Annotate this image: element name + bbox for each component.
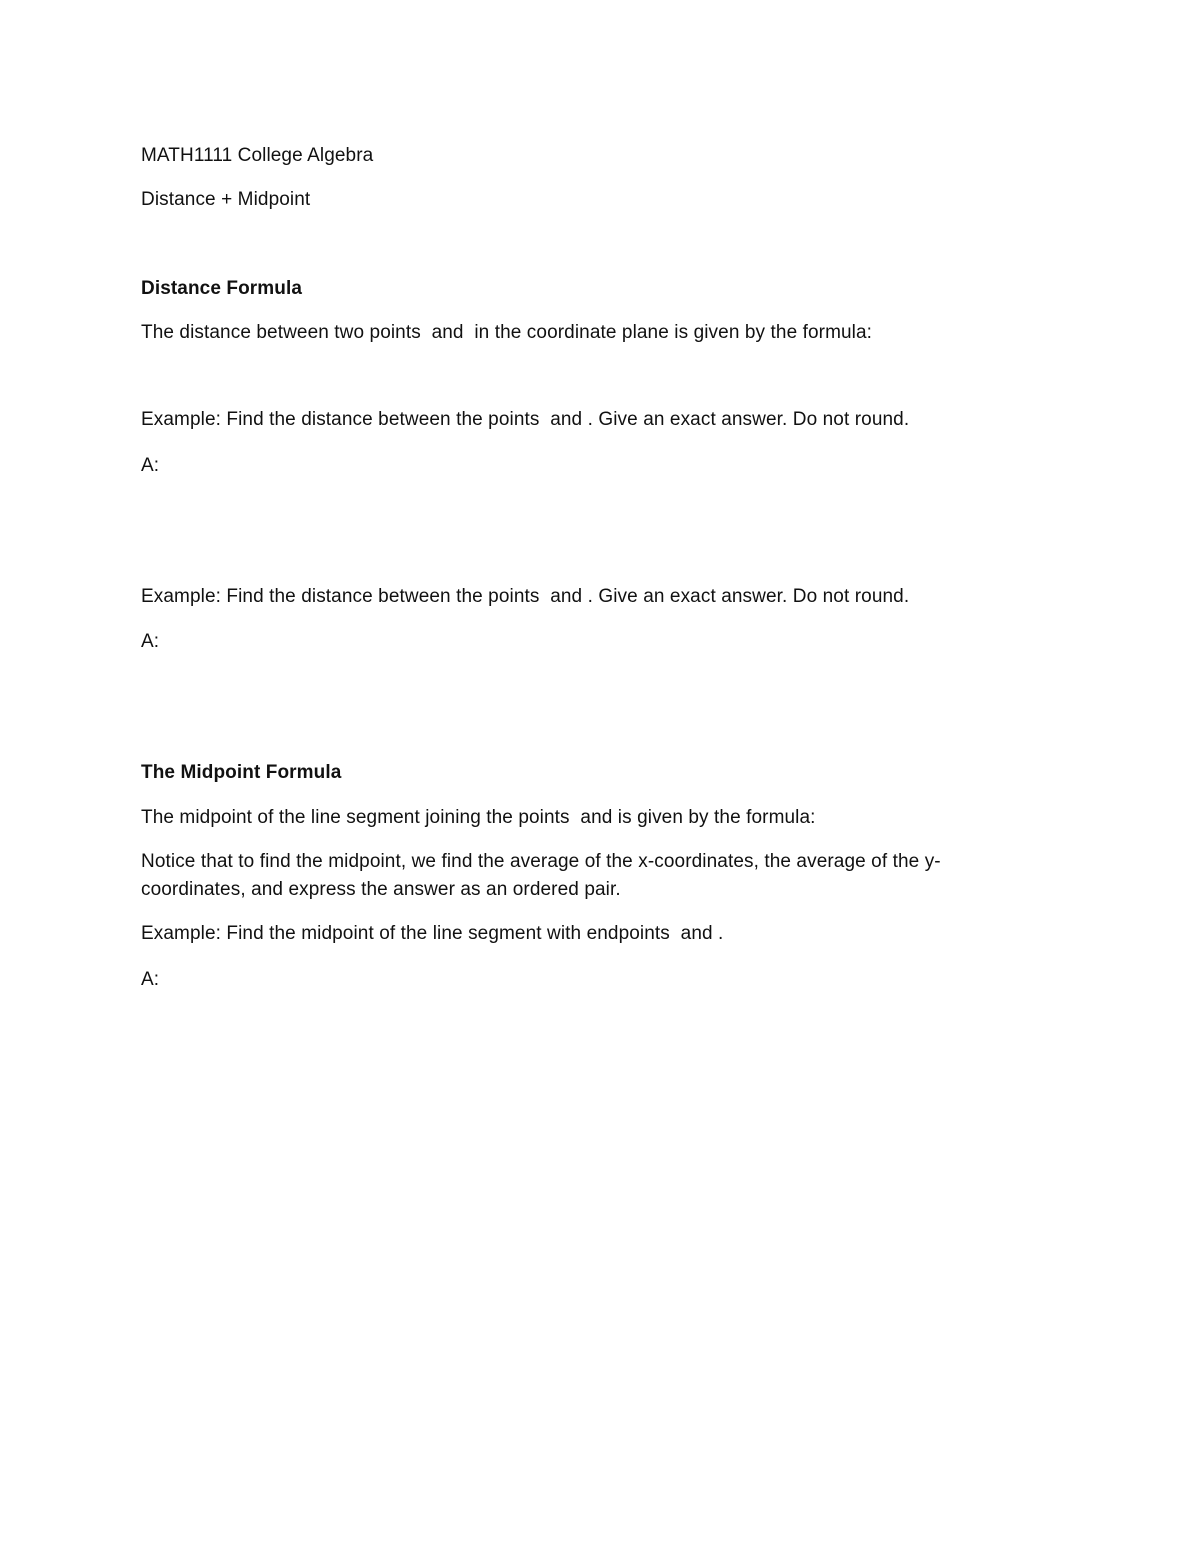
distance-answer-1-label: A:	[141, 455, 160, 476]
midpoint-formula-heading: The Midpoint Formula	[141, 762, 342, 783]
distance-example-1: Example: Find the distance between the points and . Give an exact answer. Do not round.	[141, 409, 910, 430]
topic-title: Distance + Midpoint	[141, 189, 311, 210]
midpoint-example: Example: Find the midpoint of the line segment with endpoints and .	[141, 923, 724, 944]
midpoint-formula-intro: The midpoint of the line segment joining the points and is given by the formula:	[141, 807, 816, 828]
course-title: MATH1111 College Algebra	[141, 145, 374, 166]
midpoint-notice-line-1: Notice that to find the midpoint, we find the average of the x-coordinates, the average of the y-	[141, 851, 941, 872]
distance-formula-intro: The distance between two points and in the coordinate plane is given by the formula:	[141, 322, 873, 343]
midpoint-answer-label: A:	[141, 969, 160, 990]
distance-answer-2-label: A:	[141, 631, 160, 652]
distance-formula-heading: Distance Formula	[141, 278, 303, 299]
midpoint-notice-line-2: coordinates, and express the answer as an ordered pair.	[141, 879, 621, 900]
distance-example-2: Example: Find the distance between the points and . Give an exact answer. Do not round.	[141, 586, 910, 607]
